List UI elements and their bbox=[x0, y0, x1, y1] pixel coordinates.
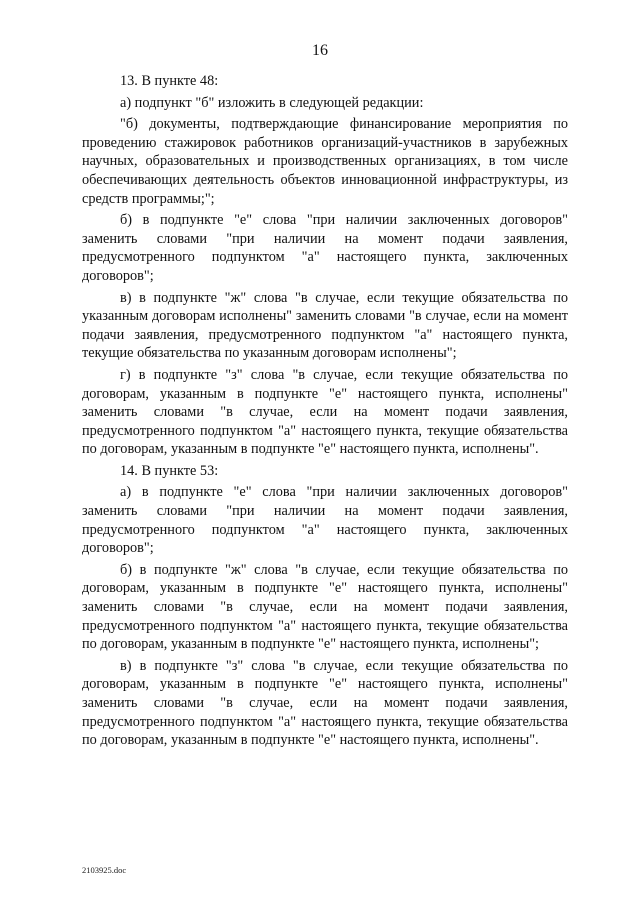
paragraph-13-a: а) подпункт "б" изложить в следующей редакции: bbox=[120, 94, 424, 111]
page-number: 16 bbox=[312, 42, 328, 59]
paragraph-14-v: в) в подпункте "з" слова "в случае, если текущие обязательства по договорам, указанным в подпункте "е" настоящего пункта, исполнены" заменить словами "в случае, если на момент подачи заявления, предусмотренного подпунктом "а" настоящего пункта, текущие обязательства по договорам, указанным в подпункте "е" настоящего пункта, исполнены". bbox=[82, 657, 568, 749]
paragraph-14-b: б) в подпункте "ж" слова "в случае, если текущие обязательства по договорам, указанным в подпункте "е" настоящего пункта, исполнены" заменить словами "в случае, если на момент подачи заявления, предусмотренного подпунктом "а" настоящего пункта, текущие обязательства по договорам, указанным в подпункте "е" настоящего пункта, исполнены"; bbox=[82, 561, 568, 653]
paragraph-13-a-quote: "б) документы, подтверждающие финансирование мероприятия по проведению стажировок работников организаций-участников в зарубежных научных, образовательных и производственных организациях, в том числе обеспечивающих деятельность объектов инновационной инфраструктуры, из средств программы;"; bbox=[82, 116, 568, 207]
section-13-heading: 13. В пункте 48: bbox=[120, 73, 219, 89]
paragraph-13-b: б) в подпункте "е" слова "при наличии заключенных договоров" заменить словами "при наличии на момент подачи заявления, предусмотренного подпунктом "а" настоящего пункта, заключенных договоров"; bbox=[82, 212, 568, 284]
section-14-heading: 14. В пункте 53: bbox=[120, 462, 219, 479]
paragraph-14-a: а) в подпункте "е" слова "при наличии заключенных договоров" заменить словами "при наличии на момент подачи заявления, предусмотренного подпунктом "а" настоящего пункта, заключенных договоров"; bbox=[82, 484, 568, 557]
footer-filename: 2103925.doc bbox=[82, 865, 127, 875]
document-body bbox=[82, 72, 568, 753]
paragraph-13-g: г) в подпункте "з" слова "в случае, если текущие обязательства по договорам, указанным в подпункте "е" настоящего пункта, исполнены" заменить словами "в случае, если на момент подачи заявления, предусмотренного подпунктом "а" настоящего пункта, текущие обязательства по договорам, указанным в подпункте "е" настоящего пункта, исполнены". bbox=[82, 366, 568, 458]
paragraph-13-v: в) в подпункте "ж" слова "в случае, если текущие обязательства по указанным договорам исполнены" заменить словами "в случае, если на момент подачи заявления, предусмотренного подпунктом "а" настоящего пункта, текущие обязательства по указанным договорам исполнены"; bbox=[82, 289, 568, 362]
